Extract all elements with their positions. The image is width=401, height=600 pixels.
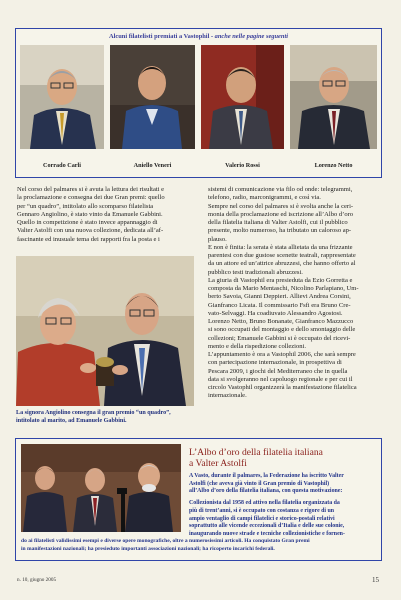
photo-corrado-carli (20, 45, 104, 149)
albo-title-line1: L’Albo d’oro della filatelia italiana (189, 447, 323, 458)
text-line: telefono, radio, marconigrammi, e così via. (208, 194, 321, 202)
text-line: La giuria di Vastophil era presieduta da Ezio Gorretta e (208, 276, 353, 284)
photo-caption (16, 410, 194, 425)
text-line: parentesi con due gustose scenette teatrali, rappresentate (208, 252, 356, 259)
prize-winners-box (15, 28, 382, 178)
text-line: inaugurando nuove strade e tecniche collezionistiche e fornen- (189, 530, 345, 537)
text-line: più di trent’anni, si è occupato con costanza e rigore di un (189, 507, 335, 514)
caption-corrado-carli: Corrado Carli (43, 162, 81, 169)
text-line: Quello in competizione è stato invece appannaggio di (17, 219, 158, 226)
text-line: pubblico testi tradizionali abruzzesi. (208, 268, 303, 276)
caption-valerio-rossi: Valerio Rossi (225, 162, 260, 169)
text-line: L’appuntamento è ora a Vastophil 2006, che sarà sempre (208, 351, 356, 358)
text-line: sistemi di comunicazione via filo od onde: telegrammi, (208, 186, 353, 193)
issue-label: n. 10, giugno 2005 (17, 577, 57, 583)
albo-intro-text (189, 473, 376, 539)
text-line: internazionale. (208, 392, 247, 400)
caption-aniello-veneri: Aniello Veneri (133, 162, 172, 169)
left-column-text (17, 186, 200, 244)
albo-title-line2: a Valter Astolfi (189, 458, 247, 469)
caption-line: La signora Angiolino consegna il gran premio “un quadro”, (16, 410, 171, 416)
text-line: ampio ventaglio di campi filatelici e storico-postali relativi (189, 515, 335, 522)
text-line: Gennaro Angiolino, è stato vinto da Emanuele Gabbini. (17, 210, 163, 218)
text-line: Sempre nel corso del palmares si è svolta anche la ceri- (208, 202, 354, 210)
text-line: Gianfranco Licata. Il commissario Fsfi era Bruno Cre- (208, 301, 351, 309)
text-line: monia della proclamazione ed iscrizione all’Albo d’oro (208, 210, 354, 218)
text-line: Pescara 2009, i giochi del Mediterraneo che in quella (208, 367, 348, 375)
albo-doro-box (15, 438, 382, 561)
page-number: 15 (372, 576, 379, 584)
photo-lorenzo-netto (290, 45, 377, 149)
photo-angiolino-gabbini (16, 256, 194, 406)
text-line: plauso. (208, 235, 227, 243)
text-line: la proclamazione e consegna dei due Gran premi: quello (17, 194, 165, 202)
text-line: Valter Astolfi con una nuova collezione, dedicata all’af- (17, 227, 164, 235)
albo-motivation-text (21, 538, 377, 553)
text-line: con partecipazione internazionale, in prospettiva di (208, 359, 342, 367)
text-line: mento e della rispedizione collezioni. (208, 342, 306, 350)
text-line: do ai filatelisti validissimi esempi e diverse opere monografiche, oltre a numerosissimi articoli. Ha conquistato Gran premi (21, 538, 310, 544)
text-line: per “un quadro”, intitolato allo scomparso filatelista (17, 202, 154, 210)
text-line: Nel corso del palmares si è avuta la lettura dei risultati e (17, 186, 165, 193)
photo-aniello-veneri (110, 45, 195, 149)
text-line: da un attore ed un’attrice abruzzesi, che hanno offerto al (208, 260, 356, 268)
caption-line: intitolato al marito, ad Emanuele Gabbini. (16, 417, 127, 424)
text-line: fascinante ed inusuale tema dei rapporti fra la posta e i (17, 235, 160, 243)
photo-astolfi-ceremony (21, 444, 181, 532)
text-line: collezioni; Emanuele Gabbini si è occupato del ricevi- (208, 334, 351, 342)
text-line: soprattutto alle vicende eccezionali d’Italia e delle sue colonie, (189, 523, 345, 530)
text-line: della filatelia italiana di Valter Astolfi, cui il pubblico (208, 219, 348, 226)
box-title: Alcuni filatelisti premiati a Vastophil - anche nelle pagine seguenti (108, 33, 288, 40)
text-line: berto Savoia, Gianni Deppieri. Allievi Andrea Corsini, (208, 293, 351, 301)
text-line: Astolfi (che aveva già vinto il Gran premio di Vastophil) (189, 480, 330, 487)
text-line: Collezionista dal 1958 ed attivo nella filatelia organizzata da (189, 500, 340, 507)
text-line: data si svolgeranno nel capoluogo regionale e per cui il (208, 375, 353, 383)
caption-lorenzo-netto: Lorenzo Netto (314, 162, 353, 169)
text-line: circolo Vastophil organizzerà la manifestazione filatelica (208, 384, 357, 391)
text-line: A Vasto, durante il palmares, la Federazione ha iscritto Valter (189, 473, 344, 479)
photo-valerio-rossi (201, 45, 284, 149)
text-line: composta da Mario Mentaschi, Nicolino Parlapiano, Um- (208, 285, 359, 292)
text-line: all’Albo d’oro della filatelia italiana, con questa motivazione: (189, 488, 343, 495)
text-line: Lorenzo Netto, Bruno Bonanate, Gianfranco Mazzucco (208, 318, 354, 325)
text-line: in manifestazioni nazionali; ha presieduto importanti associazioni nazionali; ha ricoperto incarichi federali. (21, 545, 275, 552)
right-column-text (208, 186, 382, 401)
text-line: si sono occupati del montaggio e dello smontaggio delle (208, 326, 356, 334)
text-line: E non è finita: la serata è stata allietata da una frizzante (208, 243, 353, 251)
text-line: vato-Selvaggi. Ha coadiuvato Alessandro Agostosi. (208, 309, 343, 317)
text-line: presente, molto numeroso, ha tributato un caloroso ap- (208, 227, 352, 235)
